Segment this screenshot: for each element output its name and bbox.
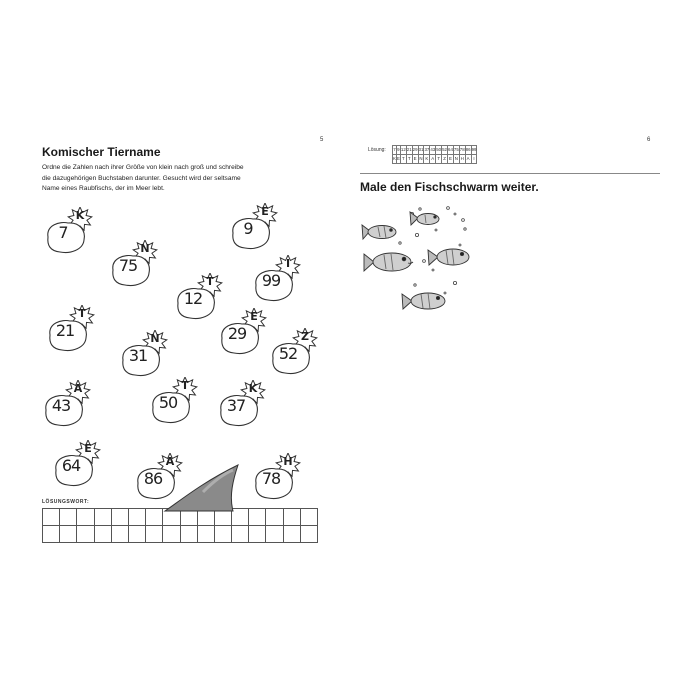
fish-icon — [362, 225, 396, 239]
item-number: 75 — [118, 256, 138, 275]
key-number: 64 — [448, 146, 454, 155]
item-letter: N — [150, 332, 160, 345]
solution-word-label: LÖSUNGSWORT: — [42, 499, 90, 505]
key-letter: T — [400, 155, 406, 164]
number-item — [42, 305, 102, 355]
key-number: 50 — [436, 146, 442, 155]
key-number: 31 — [418, 146, 424, 155]
answer-box[interactable] — [214, 526, 231, 543]
key-number: 7 — [393, 146, 397, 155]
fish-icon — [428, 249, 469, 265]
key-number: 37 — [424, 146, 430, 155]
key-letter: T — [436, 155, 442, 164]
answer-box[interactable] — [283, 526, 300, 543]
item-number: 29 — [227, 324, 247, 343]
item-letter: N — [140, 242, 150, 255]
answer-box[interactable] — [266, 526, 283, 543]
number-item — [213, 380, 273, 430]
answer-box[interactable] — [146, 509, 163, 526]
answer-box[interactable] — [300, 509, 317, 526]
key-letter: T — [406, 155, 412, 164]
item-letter: T — [181, 379, 189, 392]
key-number: 21 — [406, 146, 412, 155]
number-item — [38, 380, 98, 430]
key-number: 99 — [471, 146, 477, 155]
item-number: 9 — [243, 219, 253, 238]
item-number: 43 — [51, 396, 71, 415]
answer-box[interactable] — [232, 526, 249, 543]
instruction-line: Name eines Raubfischs, der im Meer lebt. — [42, 185, 165, 192]
item-number: 37 — [226, 396, 246, 415]
fish-icon — [364, 253, 413, 271]
answer-box[interactable] — [60, 526, 77, 543]
answer-box[interactable] — [266, 509, 283, 526]
page-number-right: 6 — [647, 137, 651, 143]
item-number: 64 — [61, 456, 81, 475]
number-item — [48, 440, 108, 490]
key-letter: H — [459, 155, 465, 164]
item-letter: K — [75, 209, 85, 222]
answer-box[interactable] — [128, 509, 145, 526]
answer-box[interactable] — [300, 526, 317, 543]
fish-icon — [410, 212, 439, 225]
item-letter: H — [283, 455, 293, 468]
page-title: Komischer Tiername — [42, 145, 161, 159]
item-number: 31 — [128, 346, 148, 365]
answer-box[interactable] — [197, 526, 214, 543]
key-number: 78 — [459, 146, 465, 155]
number-item — [225, 203, 285, 253]
answer-box[interactable] — [180, 526, 197, 543]
number-item — [115, 330, 175, 380]
key-number: 9 — [396, 146, 400, 155]
answer-box[interactable] — [111, 526, 128, 543]
key-letter: A — [430, 155, 436, 164]
answer-box[interactable] — [249, 526, 266, 543]
divider-line — [360, 173, 660, 174]
key-letter: E — [412, 155, 418, 164]
key-letter: I — [471, 155, 477, 164]
number-item — [248, 255, 308, 305]
key-letter: K — [393, 155, 397, 164]
instruction-text — [42, 163, 332, 195]
answer-box[interactable] — [128, 526, 145, 543]
shark-fin-icon — [163, 462, 243, 512]
answer-row — [43, 526, 318, 543]
item-letter: Z — [301, 330, 309, 343]
answer-box[interactable] — [60, 509, 77, 526]
item-letter: K — [248, 382, 258, 395]
key-number: 12 — [400, 146, 406, 155]
answer-box[interactable] — [94, 526, 111, 543]
answer-box[interactable] — [111, 509, 128, 526]
number-item — [145, 377, 205, 427]
item-letter: E — [84, 442, 92, 455]
key-number: 86 — [465, 146, 471, 155]
instruction-line: die dazugehörigen Buchstaben darunter. Gesucht wird der seltsame — [42, 174, 241, 182]
item-letter: I — [285, 257, 291, 270]
fish-swarm-drawing — [360, 205, 500, 315]
key-number: 29 — [412, 146, 418, 155]
key-letter: K — [424, 155, 430, 164]
key-letter: N — [418, 155, 424, 164]
key-letter: A — [465, 155, 471, 164]
answer-box[interactable] — [94, 509, 111, 526]
item-letter: E — [250, 310, 258, 323]
fish-icon — [402, 293, 445, 309]
key-letter: N — [453, 155, 459, 164]
solution-letters-row — [393, 155, 477, 164]
page-number-left: 5 — [320, 137, 324, 143]
item-number: 12 — [183, 289, 203, 308]
task-title: Male den Fischschwarm weiter. — [360, 180, 539, 194]
right-page — [360, 125, 660, 565]
key-letter: Z — [442, 155, 448, 164]
item-number: 50 — [158, 393, 178, 412]
item-letter: T — [206, 275, 214, 288]
answer-box[interactable] — [43, 526, 60, 543]
instruction-line: Ordne die Zahlen nach ihrer Größe von klein nach groß und schreibe — [42, 164, 244, 171]
number-item — [248, 453, 308, 503]
key-number: 52 — [442, 146, 448, 155]
number-item — [40, 207, 100, 257]
answer-box[interactable] — [146, 526, 163, 543]
answer-box[interactable] — [283, 509, 300, 526]
item-number: 99 — [261, 271, 281, 290]
item-number: 7 — [58, 223, 68, 242]
key-number: 43 — [430, 146, 436, 155]
solution-key-table — [392, 145, 477, 164]
item-letter: A — [73, 382, 83, 395]
solution-key-label: Lösung: — [368, 147, 386, 153]
answer-box[interactable] — [77, 509, 94, 526]
item-number: 86 — [143, 469, 163, 488]
number-item — [105, 240, 165, 290]
item-letter: E — [261, 205, 269, 218]
item-letter: T — [78, 307, 86, 320]
key-letter: E — [448, 155, 454, 164]
item-letter: A — [165, 455, 175, 468]
number-item — [265, 328, 325, 378]
key-letter: E — [396, 155, 400, 164]
solution-numbers-row — [393, 146, 477, 155]
answer-box[interactable] — [249, 509, 266, 526]
answer-box[interactable] — [43, 509, 60, 526]
answer-box[interactable] — [163, 526, 180, 543]
key-number: 75 — [453, 146, 459, 155]
item-number: 78 — [261, 469, 281, 488]
item-number: 21 — [55, 321, 75, 340]
answer-box[interactable] — [77, 526, 94, 543]
item-number: 52 — [278, 344, 298, 363]
solution-word-grid — [42, 508, 318, 543]
